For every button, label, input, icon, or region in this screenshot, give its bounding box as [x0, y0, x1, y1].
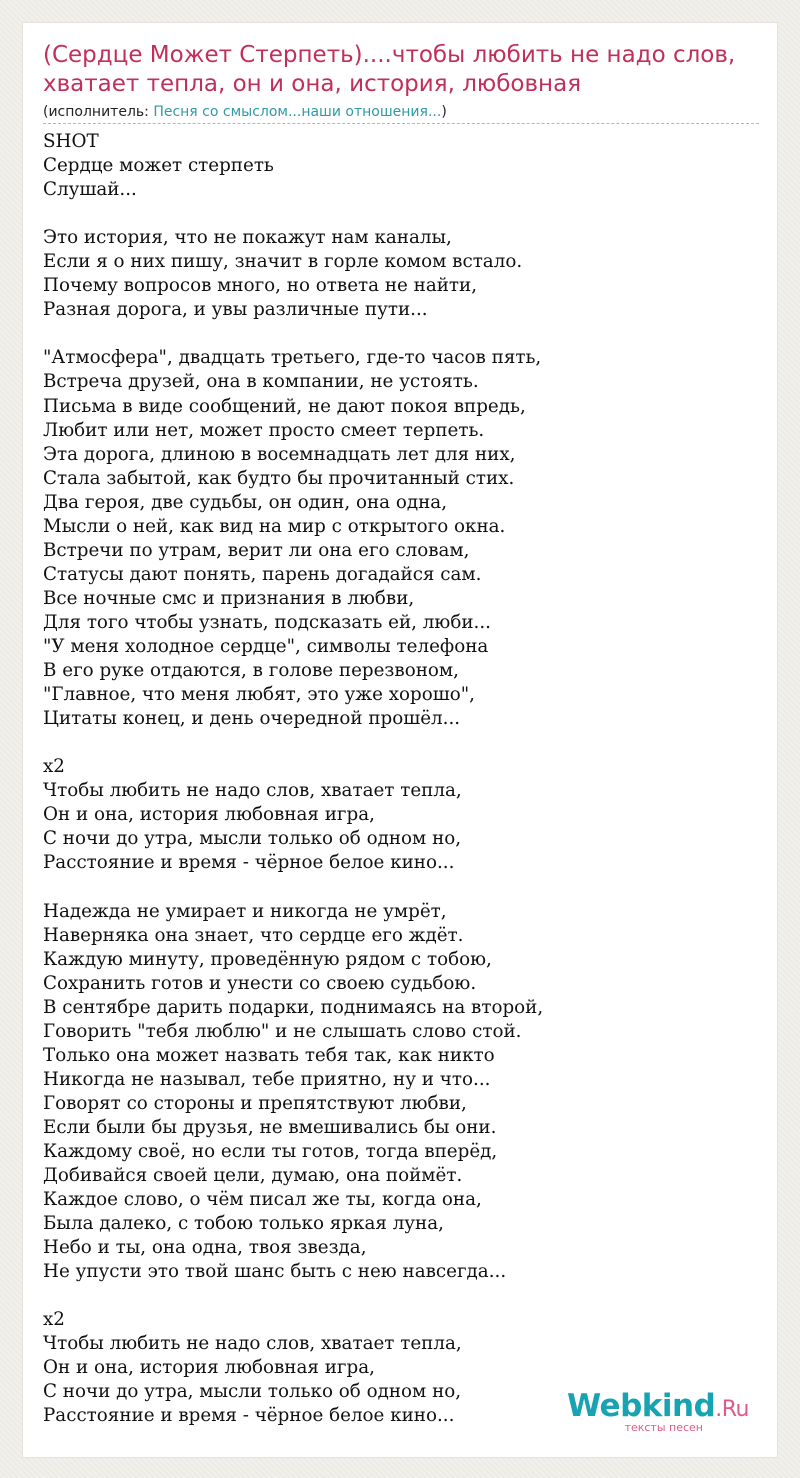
lyric-line: С ночи до утра, мысли только об одном но,: [43, 1381, 462, 1403]
lyric-line: Слушай...: [43, 179, 137, 201]
stanza-break: [43, 875, 759, 899]
lyric-line: В его руке отдаются, в голове перезвоном,: [43, 660, 459, 682]
lyric-line: Чтобы любить не надо слов, хватает тепла,: [43, 780, 462, 802]
lyric-line: Каждое слово, о чём писал же ты, когда она,: [43, 1189, 482, 1211]
lyric-line: Надежда не умирает и никогда не умрёт,: [43, 900, 447, 922]
lyric-line: Не упусти это твой шанс быть с нею навсегда...: [43, 1261, 507, 1283]
lyric-line: Никогда не называл, тебе приятно, ну и что...: [43, 1068, 491, 1090]
lyric-line: Расстояние и время - чёрное белое кино...: [43, 852, 455, 874]
lyric-line: Статусы дают понять, парень догадайся сам.: [43, 563, 482, 585]
lyric-line: Сердце может стерпеть: [43, 155, 274, 177]
lyric-line: Письма в виде сообщений, не дают покоя впредь,: [43, 395, 526, 417]
lyric-line: Наверняка она знает, что сердце его ждёт.: [43, 924, 464, 946]
lyric-line: Добивайся своей цели, думаю, она поймёт.: [43, 1165, 463, 1187]
lyric-line: Была далеко, с тобою только яркая луна,: [43, 1213, 444, 1235]
lyric-line: Два героя, две судьбы, он один, она одна,: [43, 491, 447, 513]
lyric-line: Говорить "тебя люблю" и не слышать слово стой.: [43, 1020, 522, 1042]
lyric-line: С ночи до утра, мысли только об одном но,: [43, 828, 462, 850]
lyric-line: Встреча друзей, она в компании, не устоять.: [43, 371, 479, 393]
lyric-line: Сохранить готов и унести со своею судьбою.: [43, 972, 477, 994]
lyric-line: Небо и ты, она одна, твоя звезда,: [43, 1237, 367, 1259]
lyric-line: Чтобы любить не надо слов, хватает тепла,: [43, 1333, 462, 1355]
lyric-line: x2: [43, 1309, 65, 1331]
lyric-line: SHOT: [43, 131, 99, 152]
lyric-line: Цитаты конец, и день очередной прошёл...: [43, 708, 461, 730]
artist-suffix: ): [441, 104, 447, 120]
stanza-break: [43, 731, 759, 755]
lyric-line: Если были бы друзья, не вмешивались бы они.: [43, 1116, 497, 1138]
stanza-break: [43, 322, 759, 346]
lyric-line: Если я о них пишу, значит в горле комом встало.: [43, 251, 523, 273]
song-header: [43, 41, 759, 124]
logo-tld: .Ru: [715, 1397, 749, 1422]
lyric-line: Эта дорога, длиною в восемнадцать лет для них,: [43, 443, 516, 465]
lyric-line: "Главное, что меня любят, это уже хорошо",: [43, 684, 475, 706]
song-title: (Сердце Может Стерпеть)....чтобы любить не надо слов, хватает тепла, он и она, история, любовная: [43, 42, 736, 97]
lyric-line: Мысли о ней, как вид на мир с открытого окна.: [43, 515, 506, 537]
lyric-line: Он и она, история любовная игра,: [43, 1357, 375, 1379]
lyric-line: Разная дорога, и увы различные пути...: [43, 299, 428, 321]
logo-tagline: тексты песен: [624, 1421, 703, 1434]
lyric-line: "У меня холодное сердце", символы телефона: [43, 635, 489, 657]
lyric-line: Для того чтобы узнать, подсказать ей, люби...: [43, 611, 491, 633]
lyric-line: Говорят со стороны и препятствуют любви,: [43, 1092, 467, 1114]
lyric-line: "Атмосфера", двадцать третьего, где-то часов пять,: [43, 347, 542, 369]
lyric-line: Встречи по утрам, верит ли она его словам,: [43, 539, 470, 561]
lyric-line: Все ночные смс и признания в любви,: [43, 587, 415, 609]
logo-name: Webkind: [566, 1388, 716, 1424]
webkind-logo[interactable]: [567, 1390, 749, 1433]
lyrics-card: [22, 22, 778, 1458]
lyric-line: Каждому своё, но если ты готов, тогда вперёд,: [43, 1140, 498, 1162]
lyrics-text: [43, 130, 759, 1429]
lyric-line: Расстояние и время - чёрное белое кино...: [43, 1405, 455, 1427]
artist-line: [43, 103, 759, 124]
lyric-line: Он и она, история любовная игра,: [43, 804, 375, 826]
lyric-line: Это история, что не покажут нам каналы,: [43, 227, 452, 249]
artist-link[interactable]: Песня со смыслом...наши отношения...: [153, 104, 442, 120]
lyric-line: Почему вопросов много, но ответа не найти,: [43, 275, 478, 297]
lyric-line: x2: [43, 756, 65, 778]
stanza-break: [43, 1284, 759, 1308]
lyric-line: Только она может назвать тебя так, как никто: [43, 1044, 495, 1066]
artist-prefix: (исполнитель:: [43, 104, 154, 120]
lyric-line: Любит или нет, может просто смеет терпеть.: [43, 419, 485, 441]
lyric-line: В сентябре дарить подарки, поднимаясь на второй,: [43, 996, 544, 1018]
lyric-line: Стала забытой, как будто бы прочитанный стих.: [43, 467, 515, 489]
stanza-break: [43, 202, 759, 226]
lyric-line: Каждую минуту, проведённую рядом с тобою,: [43, 948, 492, 970]
